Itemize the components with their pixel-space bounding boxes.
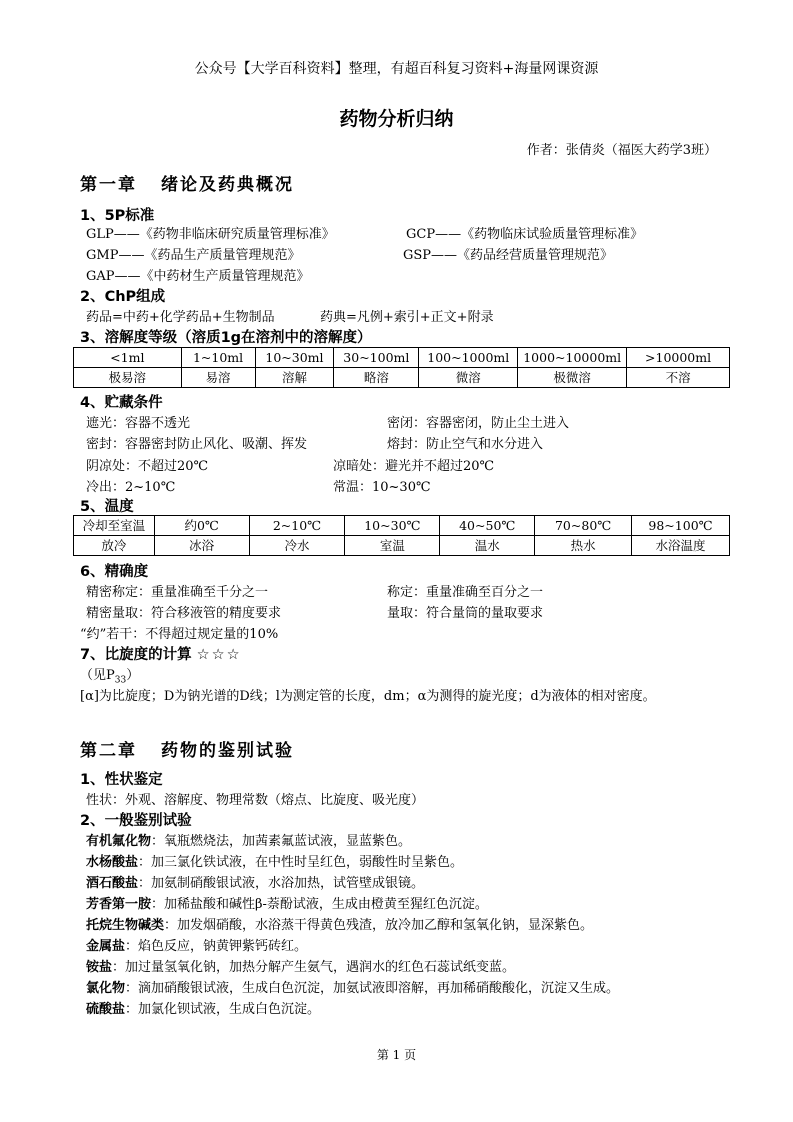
description: ：加过量氢氧化钠，加热分解产生氨气，遇润水的红色石蕊试纸变蓝。 [112,960,516,975]
properties-line: 性状：外观、溶解度、物理常数（熔点、比旋度、吸光度） [86,793,425,808]
table-cell: 易溶 [181,368,255,388]
chapter-2-name: 药物的鉴别试验 [161,741,294,761]
chp-pharmacopoeia-line: 药典=凡例+索引+正文+附录 [320,310,494,325]
chapter-1-heading [80,170,294,195]
section-storage-title: 4、贮藏条件 [80,395,163,411]
chapter-1-name: 绪论及药典概况 [161,175,294,195]
section-specific-rotation-title [80,643,242,664]
table-cell: 70~80℃ [535,516,632,536]
table-cell: 冷水 [249,536,345,556]
table-cell: 溶解 [255,368,334,388]
table-row [74,536,730,556]
term: 硫酸盐 [86,1002,126,1017]
storage-closed: 密闭：容器密闭，防止尘土进入 [387,416,570,431]
storage-normal: 常温：10~30℃ [333,480,431,495]
description: ：加发烟硝酸，水浴蒸干得黄色残渣，放冷加乙醇和氢氧化钠，显深紫色。 [164,918,594,933]
chp-drugs-line: 药品=中药+化学药品+生物制品 [86,310,275,325]
precision-weigh: 称定：重量准确至百分之一 [387,585,544,600]
description: ：加三氯化铁试液，在中性时呈红色，弱酸性时呈紫色。 [138,855,464,870]
gcp-line: GCP——《药物临床试验质量管理标准》 [406,227,644,242]
table-cell: <1ml [74,348,182,368]
section-properties-title: 1、性状鉴定 [80,772,163,788]
section-temperature-title: 5、温度 [80,499,134,515]
table-cell: 热水 [535,536,632,556]
precision-measure-exact: 精密量取：符合移液管的精度要求 [86,606,282,621]
table-cell: 略溶 [334,368,419,388]
table-cell: 放冷 [74,536,155,556]
table-row [74,348,730,368]
author-line: 作者：张倩炎（福医大药学3班） [526,143,717,158]
table-row [74,368,730,388]
table-cell: 冰浴 [154,536,249,556]
gsp-line: GSP——《药品经营质量管理规范》 [403,248,614,263]
table-cell: 微溶 [419,368,518,388]
list-item [86,977,619,996]
table-cell: >10000ml [627,348,730,368]
gap-line: GAP——《中药材生产质量管理规范》 [86,269,310,284]
specific-rotation-description: [α]为比旋度；D为钠光谱的D线；l为测定管的长度，dm；α为测得的旋光度；d为液体的相对密度。 [80,689,656,704]
description: ：焰色反应，钠黄钾紫钙砖红。 [125,939,308,954]
precision-about: “约”若干：不得超过规定量的10% [80,627,279,642]
table-cell: 10~30℃ [345,516,440,536]
solubility-table [73,347,730,388]
temperature-table [73,515,730,556]
description: ：氧瓶燃烧法，加茜素氟蓝试液，显蓝紫色。 [151,834,412,849]
precision-weigh-exact: 精密称定：重量准确至千分之一 [86,585,269,600]
description: ：加氯化钡试液，生成白色沉淀。 [125,1002,321,1017]
document-title: 药物分析归纳 [339,108,454,130]
chapter-2-label: 第二章 [80,741,137,761]
section-precision-title: 6、精确度 [80,564,149,580]
table-cell: 40~50℃ [440,516,535,536]
table-cell: 1000~10000ml [518,348,627,368]
table-cell: 温水 [440,536,535,556]
table-row [74,516,730,536]
list-item [86,935,307,954]
table-cell: 2~10℃ [249,516,345,536]
description: ：加氨制硝酸银试液，水浴加热，试管壁成银镜。 [138,876,425,891]
precision-measure: 量取：符合量筒的量取要求 [387,606,544,621]
page-number: 第 1 页 [376,1048,417,1062]
storage-sealed: 密封：容器密封防止风化、吸潮、挥发 [86,437,308,452]
term: 有机氟化物 [86,834,152,849]
table-cell: 冷却至室温 [74,516,155,536]
storage-cool-dark: 凉暗处：避光并不超过20℃ [333,459,495,474]
description: ：滴加硝酸银试液，生成白色沉淀，加氨试液即溶解，再加稀硝酸酸化，沉淀又生成。 [125,981,620,996]
list-item [86,872,424,891]
term: 氯化物 [86,981,126,996]
reference-suffix: ） [126,668,140,683]
table-cell: 极微溶 [518,368,627,388]
star-rating-icon: ☆☆☆ [196,647,242,663]
table-cell: 98~100℃ [632,516,730,536]
storage-cold: 冷出：2~10℃ [86,480,176,495]
storage-light: 遮光：容器不透光 [86,416,191,431]
glp-line: GLP——《药物非临床研究质量管理标准》 [86,227,335,242]
section-solubility-title: 3、溶解度等级（溶质1g在溶剂中的溶解度） [80,330,372,346]
storage-cool: 阴凉处：不超过20℃ [86,459,209,474]
list-item [86,998,320,1017]
list-item [86,893,488,912]
table-cell: 10~30ml [255,348,334,368]
table-cell: 极易溶 [74,368,182,388]
section-5p-title: 1、5P标准 [80,208,155,224]
term: 芳香第一胺 [86,897,152,912]
section-chp-title: 2、ChP组成 [80,289,166,305]
term: 酒石酸盐 [86,876,139,891]
list-item [86,851,463,870]
chapter-1-label: 第一章 [80,175,137,195]
table-cell: 水浴温度 [632,536,730,556]
term: 托烷生物碱类 [86,918,165,933]
list-item [86,914,593,933]
table-cell: 30~100ml [334,348,419,368]
chapter-2-heading [80,736,294,761]
page-reference [80,664,139,686]
section-general-identification-title: 2、一般鉴别试验 [80,813,192,829]
term: 金属盐 [86,939,126,954]
table-cell: 不溶 [627,368,730,388]
page-header: 公众号【大学百科资料】整理，有超百科复习资料+海量网课资源 [194,61,599,77]
gmp-line: GMP——《药品生产质量管理规范》 [86,248,301,263]
reference-page: 33 [114,675,127,686]
table-cell: 1~10ml [181,348,255,368]
table-cell: 100~1000ml [419,348,518,368]
list-item [86,830,411,849]
description: ：加稀盐酸和碱性β-萘酚试液，生成由橙黄至猩红色沉淀。 [151,897,488,912]
table-cell: 室温 [345,536,440,556]
term: 铵盐 [86,960,113,975]
term: 水杨酸盐 [86,855,139,870]
table-cell: 约0℃ [154,516,249,536]
list-item [86,956,515,975]
reference-prefix: （见P [80,668,115,683]
storage-fused: 熔封：防止空气和水分进入 [387,437,544,452]
section-title-text: 7、比旋度的计算 [80,647,192,663]
